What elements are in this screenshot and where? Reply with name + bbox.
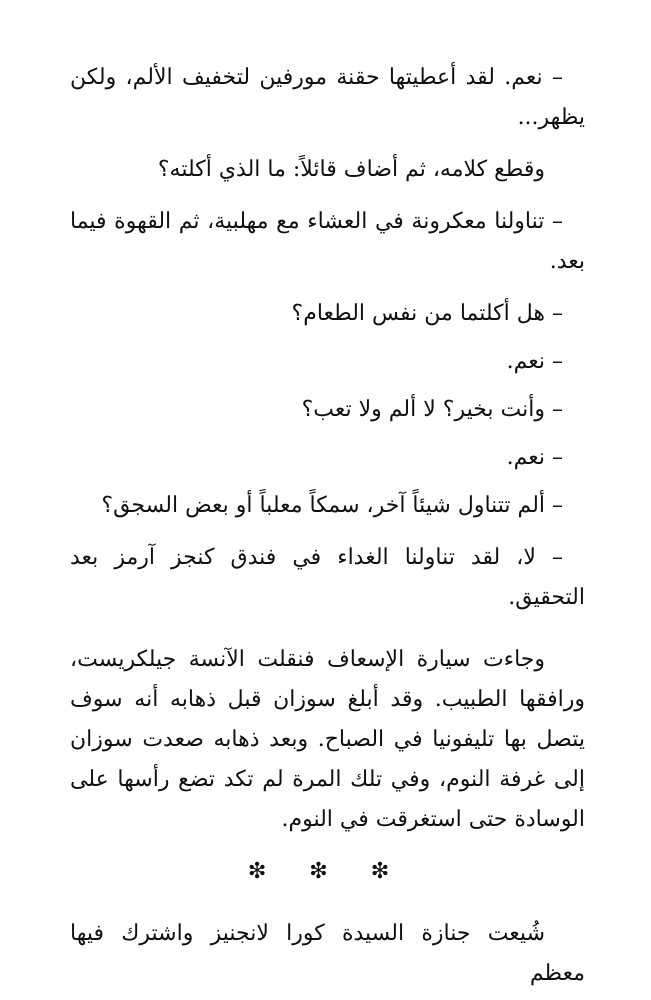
- dialogue-line: – تناولنا معكرونة في العشاء مع مهلبية، ثم القهوة فيما بعد.: [70, 209, 585, 274]
- dialogue-line: – نعم.: [506, 445, 563, 470]
- dialogue-line: – لا، لقد تناولنا الغداء في فندق كنجز آرمز بعد التحقيق.: [70, 545, 585, 610]
- dialogue-line: – هل أكلتما من نفس الطعام؟: [291, 301, 563, 326]
- narrative-paragraph: وجاءت سيارة الإسعاف فنقلت الآنسة جيلكريست، ورافقها الطبيب. وقد أبلغ سوزان قبل ذهابه أنه سوف يتصل بها تليفونيا في الصباح. وبعد ذهابه صعدت سوزان إلى غرفة النوم، وفي تلك المرة لم تكد تضع رأسها على الوسادة حتى استغرقت في النوم.: [70, 647, 585, 832]
- document-page: [70, 58, 585, 994]
- section-separator: ❇ ❇ ❇: [247, 859, 408, 884]
- closing-paragraph: شُيعت جنازة السيدة كورا لانجنيز واشترك فيها معظم: [70, 921, 585, 986]
- dialogue-line: – ألم تتناول شيئاً آخر، سمكاً معلباً أو بعض السجق؟: [101, 493, 563, 518]
- dialogue-line: – نعم.: [506, 349, 563, 374]
- narrative-line: وقطع كلامه، ثم أضاف قائلاً: ما الذي أكلته؟: [157, 157, 545, 182]
- dialogue-line: – وأنت بخير؟ لا ألم ولا تعب؟: [301, 397, 563, 422]
- dialogue-line: – نعم. لقد أعطيتها حقنة مورفين لتخفيف الألم، ولكن يظهر...: [70, 65, 585, 130]
